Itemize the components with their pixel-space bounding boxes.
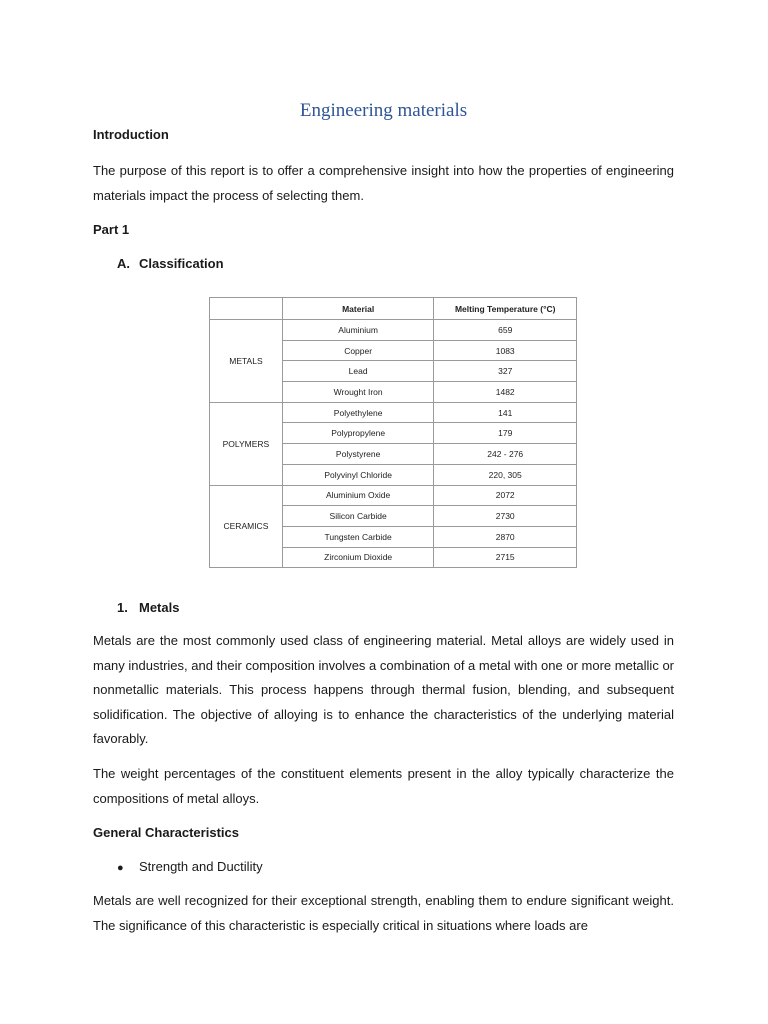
metals-paragraph-2: The weight percentages of the constituent elements present in the alloy typically characterize the compositions of metal alloys. [93,766,674,806]
table-temp-cell: 2870 [434,526,577,547]
table-group-cell: CERAMICS [210,485,283,568]
materials-table-container [209,297,577,568]
section-1-marker: 1. [117,600,128,615]
bullet-item [117,859,263,874]
section-1-label: Metals [139,600,180,615]
table-material-cell: Aluminium Oxide [282,485,434,506]
table-row [210,320,577,341]
table-temp-cell: 220, 305 [434,464,577,485]
materials-table [209,297,577,568]
table-row [210,485,577,506]
introduction-heading: Introduction [93,127,169,142]
bullet-text: Strength and Ductility [139,859,263,874]
table-temp-cell: 141 [434,402,577,423]
table-group-cell: METALS [210,320,283,403]
table-header-group [210,298,283,320]
section-1-heading [117,600,179,615]
section-a-marker: A. [117,256,130,271]
table-material-cell: Polypropylene [282,423,434,444]
table-material-cell: Wrought Iron [282,382,434,403]
table-temp-cell: 327 [434,361,577,382]
section-a-heading [117,256,224,271]
table-temp-cell: 242 - 276 [434,444,577,465]
table-material-cell: Aluminium [282,320,434,341]
table-temp-cell: 1083 [434,340,577,361]
part-heading: Part 1 [93,222,130,237]
table-header-row [210,298,577,320]
table-material-cell: Copper [282,340,434,361]
introduction-paragraph: The purpose of this report is to offer a comprehensive insight into how the properties of engineering materials impact the process of selecting them. [93,163,674,203]
table-temp-cell: 659 [434,320,577,341]
table-material-cell: Lead [282,361,434,382]
table-material-cell: Tungsten Carbide [282,526,434,547]
table-material-cell: Zirconium Dioxide [282,547,434,568]
table-temp-cell: 179 [434,423,577,444]
table-row [210,402,577,423]
table-header-melting-temp: Melting Temperature (°C) [434,298,577,320]
table-header-material: Material [282,298,434,320]
table-material-cell: Polyethylene [282,402,434,423]
table-temp-cell: 2730 [434,506,577,527]
strength-paragraph: Metals are well recognized for their exceptional strength, enabling them to endure significant weight. The significance of this characteristic is especially critical in situations where loads are [93,893,674,933]
document-title: Engineering materials [299,100,468,121]
table-temp-cell: 2072 [434,485,577,506]
table-group-cell: POLYMERS [210,402,283,485]
table-material-cell: Silicon Carbide [282,506,434,527]
table-temp-cell: 2715 [434,547,577,568]
bullet-icon: ● [117,862,124,874]
metals-paragraph-1: Metals are the most commonly used class of engineering material. Metal alloys are widely used in many industries, and their composition involves a combination of a metal with one or more metallic or nonmetallic materials. This process happens through thermal fusion, blending, and subsequent solidification. The objective of alloying is to enhance the characteristics of the underlying material favorably. [93,633,674,747]
section-a-label: Classification [139,256,224,271]
table-material-cell: Polystyrene [282,444,434,465]
table-material-cell: Polyvinyl Chloride [282,464,434,485]
general-characteristics-heading: General Characteristics [93,825,239,840]
table-temp-cell: 1482 [434,382,577,403]
